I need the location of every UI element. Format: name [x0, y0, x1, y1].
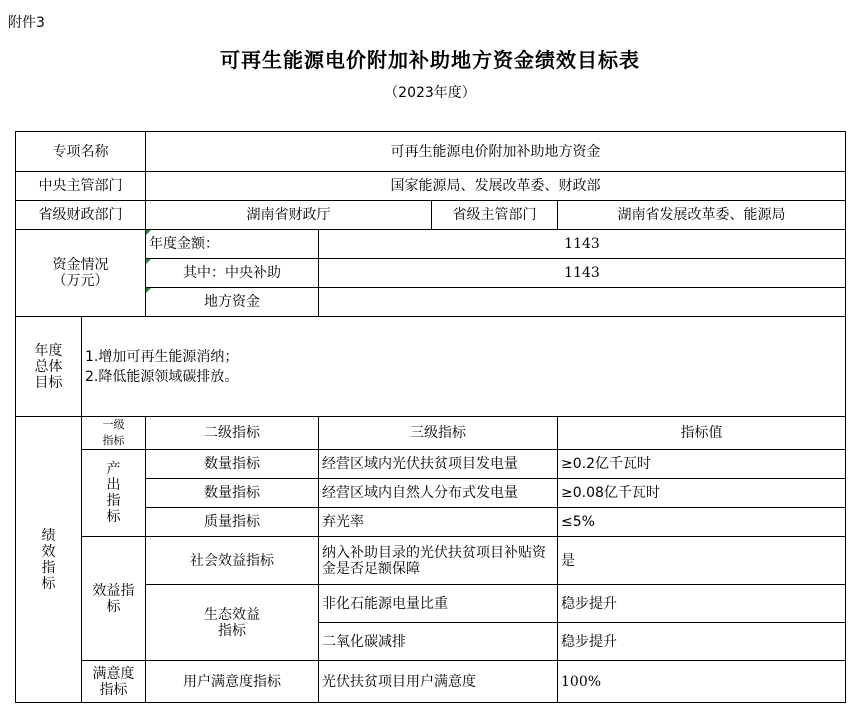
- satisfaction-indicator-label-line: 指标: [99, 681, 128, 698]
- prov-finance-label: 省级财政部门: [16, 201, 146, 230]
- performance-indicator-label-char: 指: [41, 559, 56, 576]
- level3-cell: 经营区域内自然人分布式发电量: [319, 479, 558, 508]
- goal-item: 2.降低能源领域碳排放。: [85, 368, 239, 385]
- level3-cell: 经营区域内光伏扶贫项目发电量: [319, 450, 558, 479]
- document-title: 可再生能源电价附加补助地方资金绩效目标表: [220, 48, 640, 72]
- funds-label-line: （万元）: [52, 273, 109, 289]
- output-indicator-label: [82, 450, 146, 537]
- central-dept-label: 中央主管部门: [16, 172, 146, 201]
- level2-cell: 质量指标: [146, 508, 319, 537]
- prov-dept-label: 省级主管部门: [432, 201, 558, 230]
- performance-indicator-label: [16, 417, 82, 703]
- indicator-value-cell: ≤5%: [558, 508, 846, 537]
- annual-goal-label-line: 年度: [34, 342, 63, 359]
- eco-benefit-label: [146, 585, 319, 661]
- annual-goal-label: [16, 317, 82, 417]
- indicator-value-cell: 是: [558, 537, 846, 585]
- indicator-value-cell: ≥0.2亿千瓦时: [558, 450, 846, 479]
- level3-cell: 纳入补助目录的光伏扶贫项目补贴资金是否足额保障: [319, 537, 558, 585]
- table-row: [16, 450, 846, 479]
- table-row: [16, 230, 846, 259]
- annual-goal-content: [82, 317, 846, 417]
- eco-benefit-label-line: 指标: [218, 622, 246, 639]
- indicator-value-cell: 稳步提升: [558, 585, 846, 623]
- level3-header: 三级指标: [319, 417, 558, 450]
- level1-header-line: 指标: [102, 434, 125, 447]
- level2-cell: 数量指标: [146, 479, 319, 508]
- table-row: [16, 201, 846, 230]
- annual-amount-label: 年度金额：: [146, 230, 319, 259]
- satisfaction-indicator-label-line: 满意度: [92, 665, 135, 682]
- table-row: [16, 417, 846, 450]
- output-indicator-label-char: 产: [106, 461, 121, 477]
- indicator-value-cell: 100%: [558, 661, 846, 703]
- table-row: [16, 172, 846, 201]
- indicator-value-cell: ≥0.08亿千瓦时: [558, 479, 846, 508]
- attachment-label: 附件3: [8, 15, 45, 31]
- level3-cell: 非化石能源电量比重: [319, 585, 558, 623]
- level3-cell: 弃光率: [319, 508, 558, 537]
- output-indicator-label-char: 指: [106, 493, 121, 509]
- annual-goal-label-line: 总体: [34, 358, 63, 375]
- goal-item: 1.增加可再生能源消纳；: [85, 348, 239, 365]
- level2-cell: 数量指标: [146, 450, 319, 479]
- output-indicator-label-char: 标: [106, 509, 121, 525]
- funds-label: [16, 230, 146, 317]
- performance-indicator-label-char: 标: [41, 575, 56, 592]
- value-header: 指标值: [558, 417, 846, 450]
- annual-goal-label-line: 目标: [34, 374, 63, 391]
- benefit-indicator-label: [82, 537, 146, 661]
- level1-header: [82, 417, 146, 450]
- benefit-indicator-label-line: 标: [106, 598, 121, 615]
- performance-indicator-label-char: 绩: [41, 527, 56, 544]
- central-subsidy-value: 1143: [319, 259, 846, 288]
- level3-cell: 二氧化碳减排: [319, 623, 558, 661]
- level3-cell: 光伏扶贫项目用户满意度: [319, 661, 558, 703]
- indicator-value-cell: 稳步提升: [558, 623, 846, 661]
- local-funds-value: [319, 288, 846, 317]
- central-subsidy-label: 其中：中央补助: [146, 259, 319, 288]
- table-row: [16, 317, 846, 417]
- table-row: [16, 132, 846, 172]
- prov-finance-value: 湖南省财政厅: [146, 201, 432, 230]
- performance-target-table: [15, 131, 846, 703]
- level2-header: 二级指标: [146, 417, 319, 450]
- eco-benefit-label-line: 生态效益: [204, 606, 260, 623]
- local-funds-label: 地方资金: [146, 288, 319, 317]
- social-benefit-label: 社会效益指标: [146, 537, 319, 585]
- funds-label-line: 资金情况: [52, 257, 109, 273]
- document-subtitle: （2023年度）: [384, 85, 476, 101]
- central-dept-value: 国家能源局、发展改革委、财政部: [146, 172, 846, 201]
- performance-indicator-label-char: 效: [41, 543, 56, 560]
- satisfaction-indicator-label: [82, 661, 146, 703]
- benefit-indicator-label-line: 效益指: [92, 582, 135, 599]
- annual-amount-value: 1143: [319, 230, 846, 259]
- table-row: [16, 537, 846, 585]
- level1-header-line: 一级: [102, 418, 125, 431]
- level2-cell: 用户满意度指标: [146, 661, 319, 703]
- output-indicator-label-char: 出: [106, 477, 121, 493]
- project-name-label: 专项名称: [16, 132, 146, 172]
- table-row: [16, 661, 846, 703]
- project-name-value: 可再生能源电价附加补助地方资金: [146, 132, 846, 172]
- prov-dept-value: 湖南省发展改革委、能源局: [558, 201, 846, 230]
